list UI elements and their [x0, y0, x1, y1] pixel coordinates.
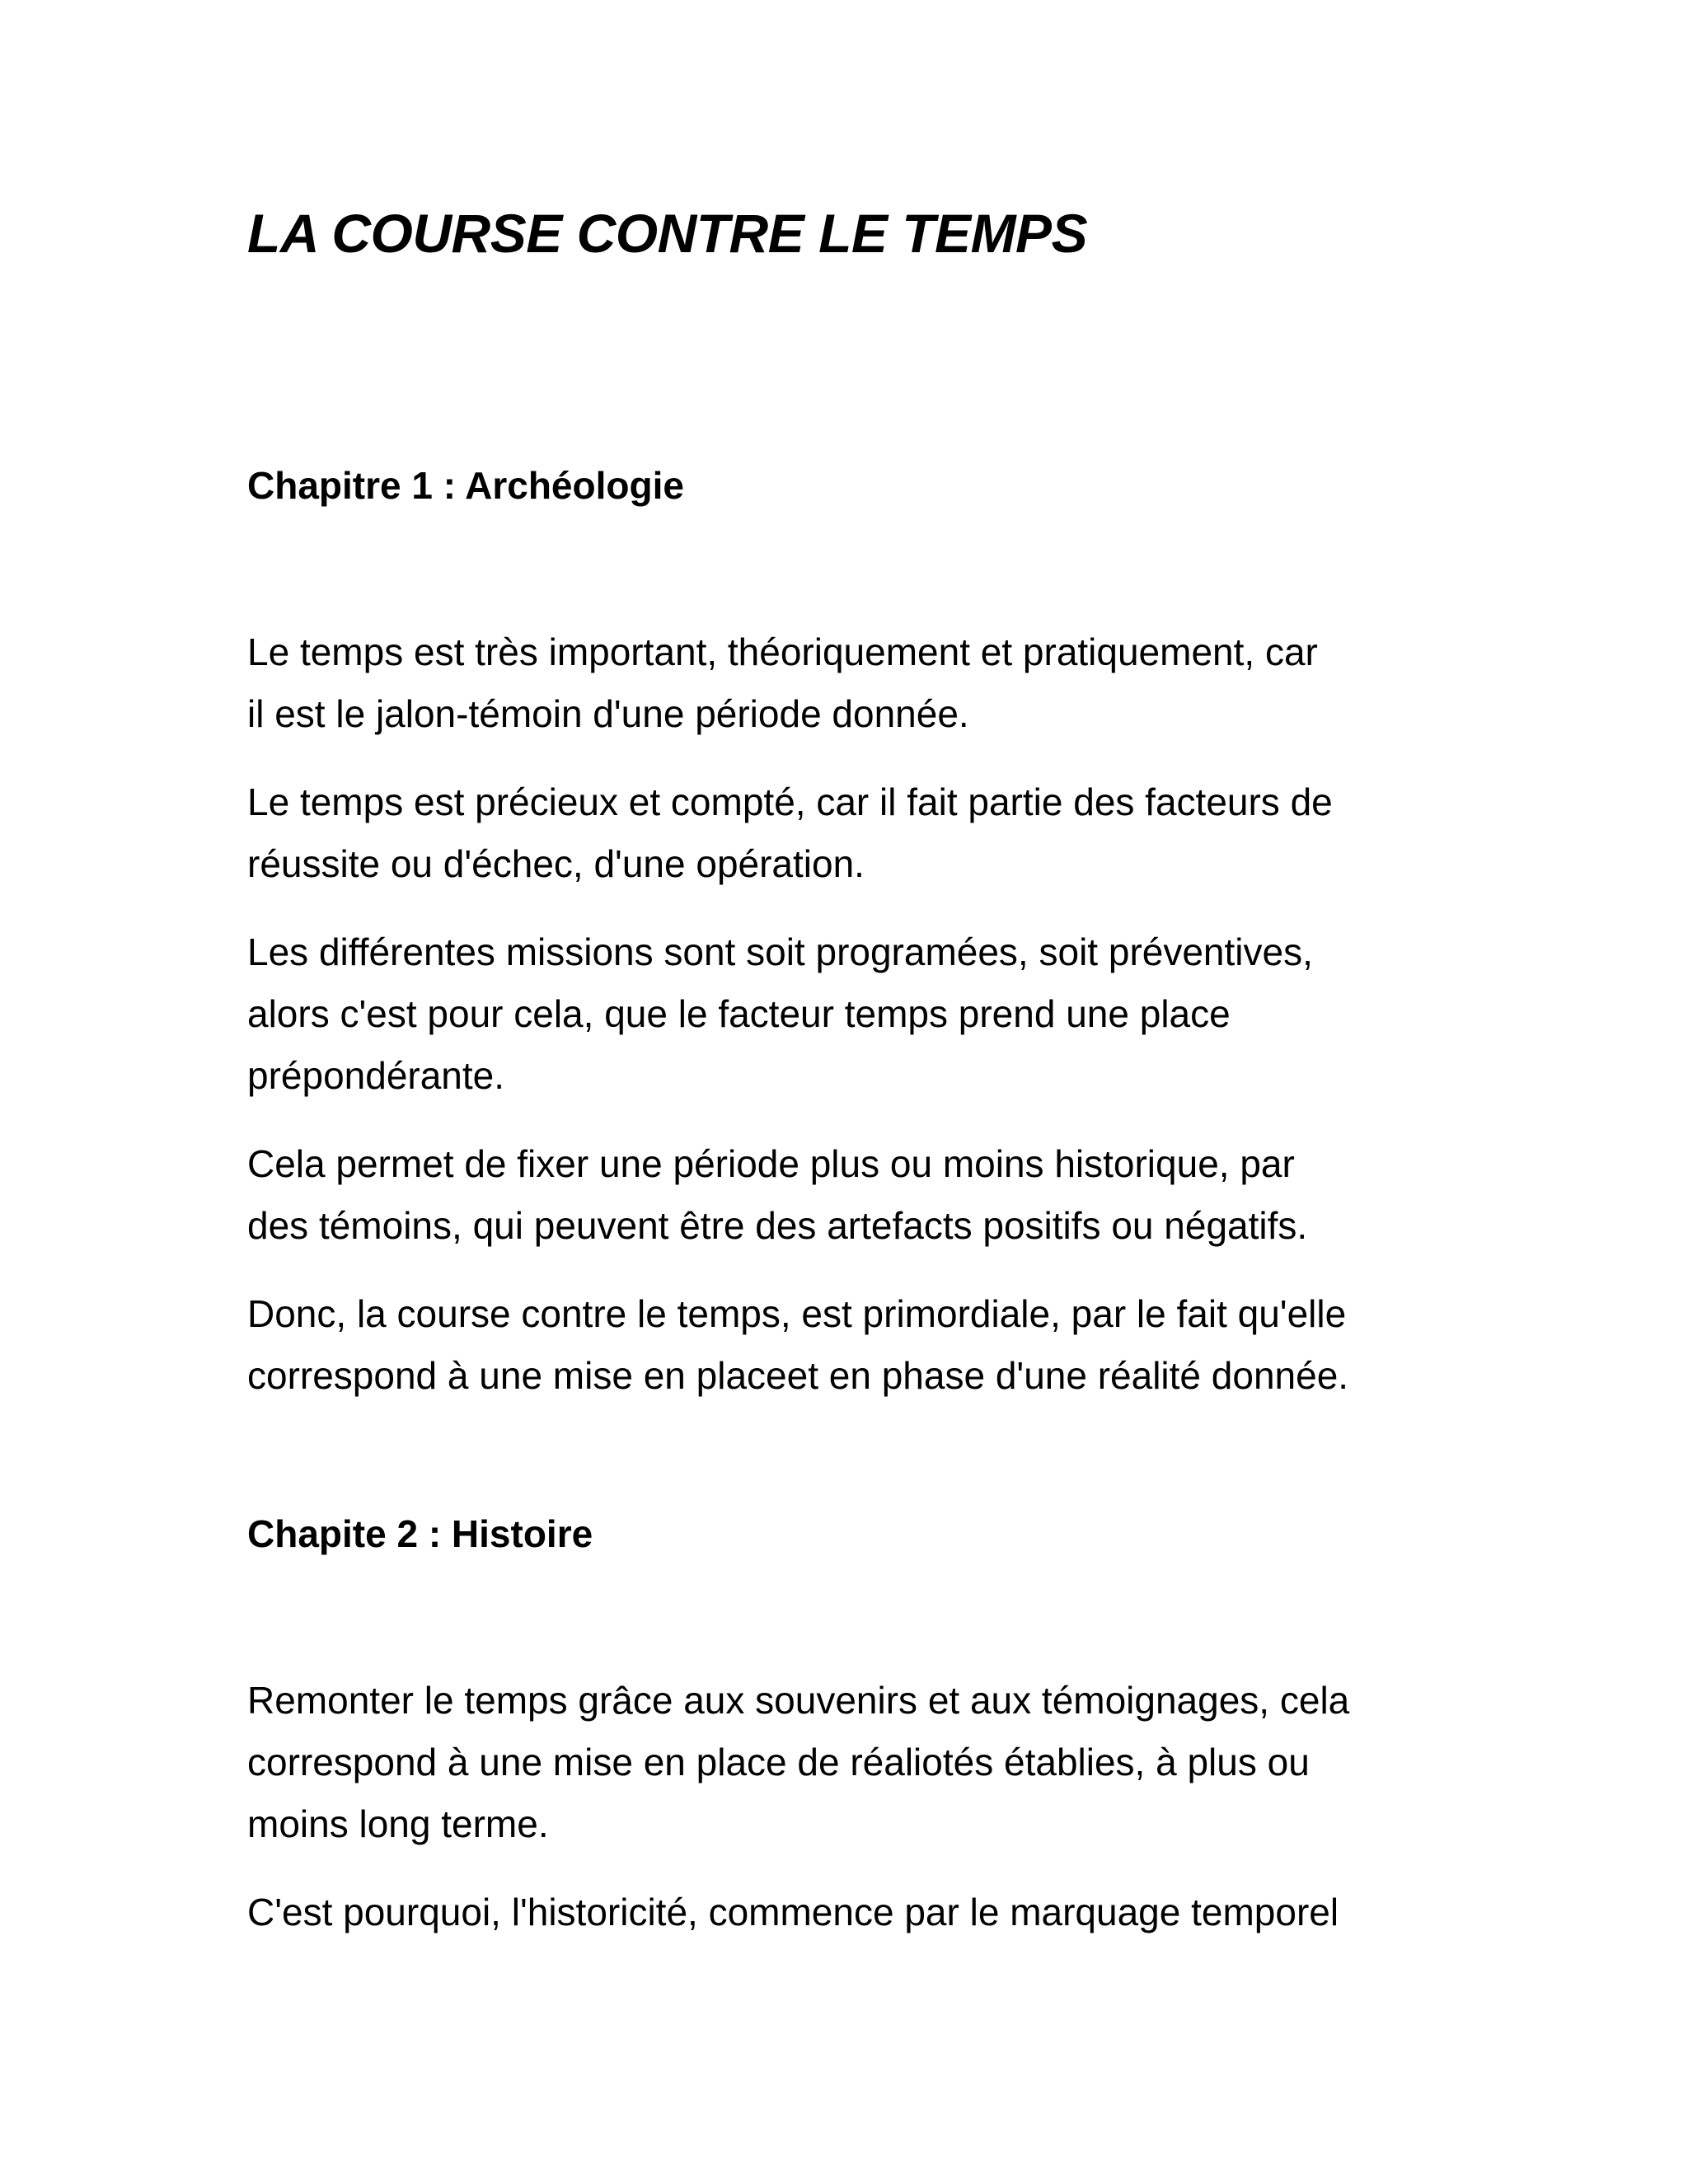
paragraph: Les différentes missions sont soit programées, soit préventives, alors c'est pour cela, que le facteur temps prend une place prépondérante.	[247, 930, 1313, 1097]
chapter-2-body	[247, 1670, 1451, 1970]
paragraph: Donc, la course contre le temps, est primordiale, par le fait qu'elle correspond à une mise en placeet en phase d'une réalité donnée.	[247, 1292, 1349, 1397]
paragraph: Cela permet de fixer une période plus ou moins historique, par des témoins, qui peuvent être des artefacts positifs ou négatifs.	[247, 1142, 1308, 1247]
paragraph: Le temps est très important, théoriquement et pratiquement, car il est le jalon-témoin d'une période donnée.	[247, 630, 1318, 735]
paragraph: Le temps est précieux et compté, car il fait partie des facteurs de réussite ou d'échec, d'une opération.	[247, 780, 1333, 885]
document-title: LA COURSE CONTRE LE TEMPS	[247, 203, 1088, 264]
chapter-heading-1: Chapitre 1 : Archéologie	[247, 464, 684, 507]
chapter-heading-2: Chapite 2 : Histoire	[247, 1512, 593, 1555]
chapter-1-body	[247, 621, 1451, 1433]
paragraph: C'est pourquoi, l'historicité, commence par le marquage temporel	[247, 1891, 1339, 1933]
paragraph: Remonter le temps grâce aux souvenirs et aux témoignages, cela correspond à une mise en place de réaliotés établies, à plus ou moins long terme.	[247, 1679, 1350, 1845]
